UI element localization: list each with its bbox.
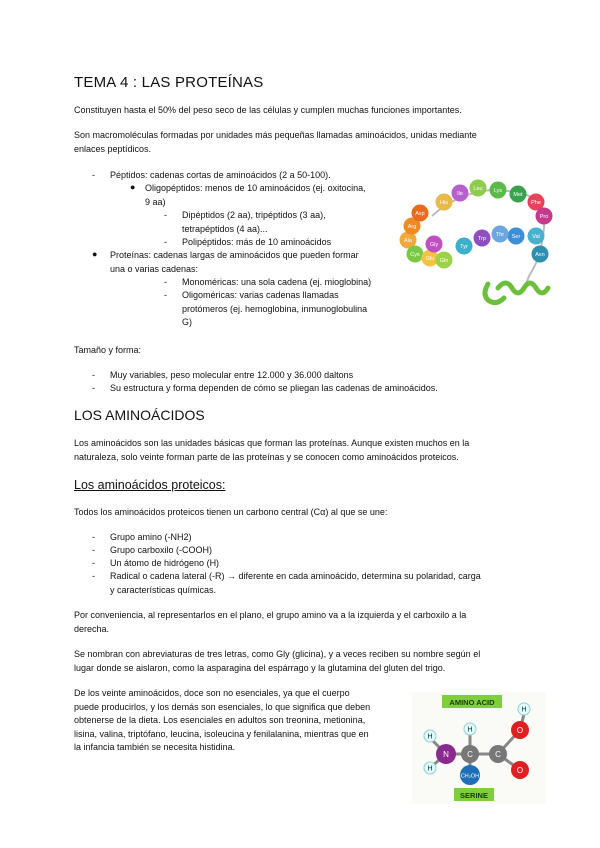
text-line: enlaces peptídicos. [74,143,152,154]
label-serine: SERINE [460,791,488,800]
text-line: De los veinte aminoácidos, doce son no esenciales, ya que el cuerpo [74,688,350,698]
bullet-dot: ● [92,249,98,259]
list-item-oligopeptidos [145,182,366,209]
list-item-hidrogeno: Un átomo de hidrógeno (H) [110,558,220,568]
helix-segment [498,283,548,293]
amino-acid-bead-label: Tyr [460,244,468,250]
list-marker: - [92,558,95,568]
amino-acid-bead-label: Pro [539,214,549,220]
text-line: lugar donde se aislaron, como la asparagina del espárrago y la glutamina del gluten del trigo. [74,662,446,673]
atom-label: C [467,750,473,759]
amino-acid-bead-label: Lys [493,188,503,194]
text-line: Radical o cadena lateral (-R) → diferente en cada aminoácido, determina su polaridad, carga [110,571,481,581]
list-marker: - [92,571,95,581]
text-line: puede producirlos, y los demás son esenciales, lo que significa que deben [74,701,371,712]
atom-label: C [495,750,501,759]
paragraph-abreviaturas [74,648,532,675]
list-item-grupo-carboxilo: Grupo carboxilo (-COOH) [110,545,213,555]
bullet-dot: ● [130,182,136,192]
amino-acid-bead-label: Asn [535,252,545,258]
amino-acid-bead-label: His [440,200,448,206]
list-marker: - [92,170,95,180]
page-title: TEMA 4 : LAS PROTEÍNAS [74,74,264,91]
text-line: obtenerse de la dieta. Los esenciales en adultos son treonina, metionina, [74,715,366,725]
side-chain-label: CH₂OH [460,773,480,780]
paragraph-carbono-central: Todos los aminoácidos proteicos tienen un carbono central (Cα) al que se une: [74,507,388,517]
text-line: Proteínas: cadenas largas de aminoácidos que pueden formar [110,250,359,260]
text-line: lisina, valina, triptófano, leucina, isoleucina y fenilalanina, mientras que en [74,728,369,739]
list-marker: - [92,545,95,555]
atom-label: N [443,750,449,759]
text-line: una o varias cadenas: [110,263,199,274]
amino-acid-bead-label: Ser [511,234,521,240]
text-line: derecha. [74,623,110,634]
paragraph-esenciales [74,687,409,755]
amino-acid-chain-illustration [398,176,554,316]
atom-label: O [516,726,524,735]
list-item-grupo-amino: Grupo amino (-NH2) [110,532,192,542]
text-line: y características químicas. [110,584,217,595]
amino-acid-bead-label: Gln [439,258,449,264]
amino-acid-bead-label: Asp [415,211,425,217]
amino-acid-bead-label: Gly [429,242,439,248]
list-item-oligomericas [182,289,367,330]
list-item-dipeptidos [182,209,326,236]
text-line: Dipéptidos (2 aa), tripéptidos (3 aa), [182,210,326,220]
text-line: Oligoméricas: varias cadenas llamadas [182,290,339,300]
text-line: Oligopéptidos: menos de 10 aminoácidos (ej. oxitocina, [145,183,366,193]
list-marker: - [164,290,167,300]
list-marker: - [164,210,167,220]
amino-acid-bead-label: Leu [473,186,483,192]
text-line: Los aminoácidos son las unidades básicas que forman las proteínas. Aunque existen muchos en la [74,438,470,448]
label-amino-acid: AMINO ACID [449,698,495,707]
amino-acid-bead-label: Met [513,192,523,198]
text-line: Por conveniencia, al representarlos en el plano, el grupo amino va a la izquierda y el carboxilo a la [74,610,467,620]
text-line: Se nombran con abreviaturas de tres letras, como Gly (glicina), y a veces reciben su nombre según el [74,649,481,659]
atom-label: O [516,766,524,775]
list-item-proteinas [110,249,359,276]
subsection-heading-proteicos: Los aminoácidos proteicos: [74,478,226,492]
text-line: protómeros (ej. hemoglobina, inmunoglobulina [182,303,368,314]
atom-label: H [521,706,527,714]
list-item-tamano-2: Su estructura y forma dependen de cómo se pliegan las cadenas de aminoácidos. [110,383,438,393]
list-marker: - [164,277,167,287]
amino-acid-bead-label: Ile [457,191,463,197]
amino-acid-bead-label: Phe [531,200,541,206]
paragraph-conveniencia [74,609,532,636]
intro-paragraph-1: Constituyen hasta el 50% del peso seco de las células y cumplen muchas funciones importantes. [74,105,462,115]
atom-label: H [427,765,433,773]
list-item-monomericas: Monoméricas: una sola cadena (ej. mioglobina) [182,277,372,287]
text-line: tetrapéptidos (4 aa)... [182,223,268,234]
amino-acid-bead-label: Ala [404,238,412,244]
list-item-radical [110,570,481,597]
section-heading-aminoacidos: LOS AMINOÁCIDOS [74,407,205,423]
text-line: la infancia también se necesita histidina. [74,742,236,752]
amino-acid-bead-label: Trp [477,236,487,242]
amino-acid-bead-label: Cys [410,252,420,258]
list-marker: - [164,237,167,247]
amino-acid-bead-label: Glu [425,256,435,262]
list-item-polipeptidos: Polipéptidos: más de 10 aminoácidos [182,237,332,247]
paragraph-aminoacidos [74,437,532,464]
atom-label: H [427,733,433,741]
heading-tamano: Tamaño y forma: [74,345,142,355]
text-line: Son macromoléculas formadas por unidades más pequeñas llamadas aminoácidos, unidas mediante [74,130,477,140]
list-marker: - [92,383,95,393]
list-item-peptidos: Péptidos: cadenas cortas de aminoácidos (2 a 50-100). [110,170,331,180]
intro-paragraph-2 [74,129,532,156]
list-marker: - [92,532,95,542]
text-line: 9 aa) [145,196,166,207]
amino-acid-bead-label: Thr [495,232,505,238]
atom-label: H [467,726,473,734]
amino-acid-bead-label: Arg [407,224,417,230]
text-line: naturaleza, solo veinte forman parte de las proteínas y se conocen como aminoácidos proteicos. [74,451,459,462]
list-item-tamano-1: Muy variables, peso molecular entre 12.000 y 36.000 daltons [110,370,354,380]
amino-acid-bead-label: Val [532,234,540,240]
text-line: G) [182,317,192,327]
serine-molecule-illustration [412,692,546,804]
list-marker: - [92,370,95,380]
